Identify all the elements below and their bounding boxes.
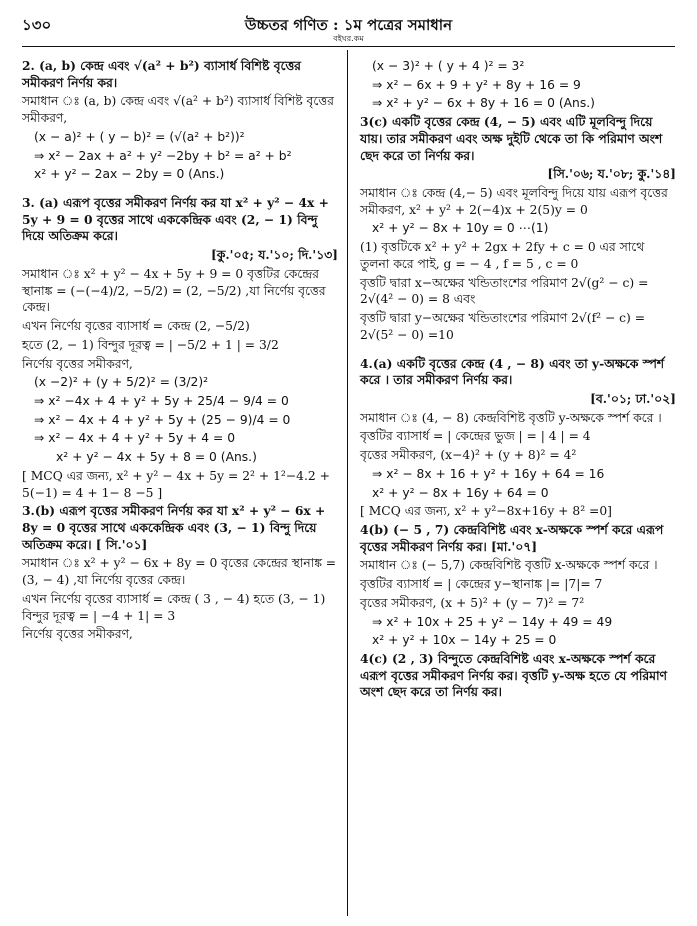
solution-line: হতে (2, − 1) বিন্দুর দূরত্ব = | −5/2 + 1 | = 3/2 (22, 337, 279, 352)
solution-line: সমাধান ঃ (4, − 8) কেন্দ্রবিশিষ্ট বৃত্তটি y-অক্ষকে স্পর্শ করে । (360, 410, 662, 425)
question-text: 2. (a, b) কেন্দ্র এবং √(a² + b²) ব্যাসার্ধ বিশিষ্ট বৃত্তের সমীকরণ নির্ণয় কর। (22, 58, 301, 90)
left-column (22, 58, 338, 645)
solution-line: বৃত্তের সমীকরণ, (x−4)² + (y + 8)² = 4² (360, 448, 577, 463)
solution-line: বৃত্তের সমীকরণ, (x + 5)² + (y − 7)² = 7² (360, 595, 585, 610)
solution-line: সমাধান ঃ (− 5,7) কেন্দ্রবিশিষ্ট বৃত্তটি x-অক্ষকে স্পর্শ করে । (360, 558, 658, 573)
solution-line: বৃত্তটির ব্যাসার্ধ = | কেন্দ্রের ভুজ | = | 4 | = 4 (360, 429, 591, 444)
solution-line: এখন নির্ণেয় বৃত্তের ব্যাসার্ধ = কেন্দ্র ( 3 , − 4) হতে (3, − 1) বিন্দুর দূরত্ব = | −4 + 1| = 3 (22, 591, 326, 623)
right-column (360, 58, 676, 703)
page-number: ১৩০ (22, 16, 52, 34)
solution-line: ⇒ x² −4x + 4 + y² + 5y + 25/4 − 9/4 = 0 (34, 393, 289, 408)
page-subtitle: বইঘর.কম (333, 34, 364, 43)
board-reference: [সি.'০৬; য.'০৮; কু.'১৪] (547, 166, 676, 182)
question-text: 3.(b) এরূপ বৃত্তের সমীকরণ নির্ণয় কর যা x² + y² − 6x + 8y = 0 বৃত্তের সাথে এককেন্দ্রিক এবং (3, − 1) বিন্দু দিয়ে অতিক্রম করে। [ সি.'০১] (22, 503, 326, 552)
question-text: 4.(a) একটি বৃত্তের কেন্দ্র (4 , − 8) এবং তা y-অক্ষকে স্পর্শ করে । তার সমীকরণ নির্ণয় কর। (360, 355, 664, 388)
solution-line: ⇒ x² + y² − 6x + 8y + 16 = 0 (Ans.) (372, 96, 595, 111)
solution-line: বৃত্তটি দ্বারা y−অক্ষের খন্ডিতাংশের পরিমাণ 2√(f² − c) = 2√(5² − 0) =10 (360, 311, 646, 342)
solution-line: নির্ণেয় বৃত্তের সমীকরণ, (22, 356, 133, 371)
question-text: 3(c) একটি বৃত্তের কেন্দ্র (4, − 5) এবং এটি মূলবিন্দু দিয়ে যায়। তার সমীকরণ এবং অক্ষ দুইটি থেকে তা কি পরিমাণ অংশ ছেদ করে তা নির্ণয় কর। (360, 114, 663, 163)
spacer (360, 346, 676, 354)
solution-line: x² + y² − 2ax − 2by = 0 (Ans.) (34, 167, 225, 182)
solution-line: সমাধান ঃ x² + y² − 6x + 8y = 0 বৃত্তের কেন্দ্রের স্থানাঙ্ক = (3, − 4) ,যা নির্ণেয় বৃত্তের কেন্দ্র। (22, 556, 337, 588)
column-divider (347, 50, 348, 916)
board-reference: [কু.'০৫; য.'১০; দি.'১৩] (210, 247, 338, 263)
solution-line: বৃত্তটির ব্যাসার্ধ = | কেন্দ্রের y−স্থানাঙ্ক |= |7|= 7 (360, 577, 603, 592)
page-title: উচ্চতর গণিত : ১ম পত্রের সমাধান (244, 16, 453, 34)
solution-line: ⇒ x² − 2ax + a² + y² −2by + b² = a² + b² (34, 148, 292, 163)
board-reference: [ব.'০১; ঢা.'০২] (590, 390, 676, 406)
solution-line: [ MCQ এর জন্য, x² + y² − 4x + 5y = 2² + 1²−4.2 + 5(−1) = 4 + 1− 8 −5 ] (22, 468, 330, 500)
solution-line: সমাধান ঃ কেন্দ্র (4,− 5) এবং মূলবিন্দু দিয়ে যায় এরূপ বৃত্তের সমীকরণ, x² + y² + 2(−4)x + 2(5)y = 0 (360, 186, 668, 217)
solution-line: (1) বৃত্তটিকে x² + y² + 2gx + 2fy + c = 0 এর সাথে তুলনা করে পাই, g = − 4 , f = 5 , c = 0 (360, 240, 645, 271)
solution-line: সমাধান ঃ x² + y² − 4x + 5y + 9 = 0 বৃত্তটির কেন্দ্রের স্থানাঙ্ক = (−(−4)/2, −5/2) = (2, −5/2) ,যা নির্ণেয় বৃত্তের কেন্দ্র। (22, 266, 326, 315)
solution-line: ⇒ x² − 8x + 16 + y² + 16y + 64 = 16 (372, 466, 605, 481)
solution-line: [ MCQ এর জন্য, x² + y²−8x+16y + 8² =0] (360, 504, 612, 519)
spacer (22, 185, 338, 193)
solution-line: এখন নির্ণেয় বৃত্তের ব্যাসার্ধ = কেন্দ্র (2, −5/2) (22, 319, 250, 334)
solution-line: (x −2)² + (y + 5/2)² = (3/2)² (34, 375, 209, 390)
solution-line: x² + y² + 10x − 14y + 25 = 0 (372, 633, 557, 648)
solution-line: নির্ণেয় বৃত্তের সমীকরণ, (22, 627, 133, 642)
solution-line: (x − a)² + ( y − b)² = (√(a² + b²))² (34, 129, 245, 144)
solution-line: ⇒ x² − 4x + 4 + y² + 5y + 4 = 0 (34, 431, 236, 446)
solution-line: (x − 3)² + ( y + 4 )² = 3² (372, 59, 525, 73)
solution-line: x² + y² − 8x + 10y = 0 ⋯(1) (372, 221, 549, 236)
question-text: 3. (a) এরূপ বৃত্তের সমীকরণ নির্ণয় কর যা x² + y² − 4x + 5y + 9 = 0 বৃত্তের সাথে এককেন্দ্রিক এবং (2, − 1) বিন্দু দিয়ে অতিক্রম করে। (22, 195, 329, 244)
question-text: 4(b) (− 5 , 7) কেন্দ্রবিশিষ্ট এবং x-অক্ষকে স্পর্শ করে এরূপ বৃত্তের সমীকরণ নির্ণয় কর। [মা.'০৭] (360, 521, 664, 554)
solution-line: ⇒ x² + 10x + 25 + y² − 14y + 49 = 49 (372, 614, 613, 629)
solution-line: বৃত্তটি দ্বারা x−অক্ষের খন্ডিতাংশের পরিমাণ 2√(g² − c) = 2√(4² − 0) = 8 এবং (360, 275, 649, 307)
solution-line: ⇒ x² − 6x + 9 + y² + 8y + 16 = 9 (372, 77, 581, 92)
solution-line: x² + y² − 8x + 16y + 64 = 0 (372, 485, 549, 500)
solution-line: x² + y² − 4x + 5y + 8 = 0 (Ans.) (56, 450, 257, 465)
header-divider (22, 46, 675, 47)
page-header (22, 14, 675, 43)
solution-line: ⇒ x² − 4x + 4 + y² + 5y + (25 − 9)/4 = 0 (34, 412, 291, 427)
solution-line: সমাধান ঃ (a, b) কেন্দ্র এবং √(a² + b²) ব্যাসার্ধ বিশিষ্ট বৃত্তের সমীকরণ, (22, 94, 334, 126)
question-text: 4(c) (2 , 3) বিন্দুতে কেন্দ্রবিশিষ্ট এবং x-অক্ষকে স্পর্শ করে এরূপ বৃত্তের সমীকরণ নির্ণয় কর। বৃত্তটি y-অক্ষ হতে যে পরিমাণ অংশ ছেদ করে তা নির্ণয় কর। (360, 651, 667, 700)
